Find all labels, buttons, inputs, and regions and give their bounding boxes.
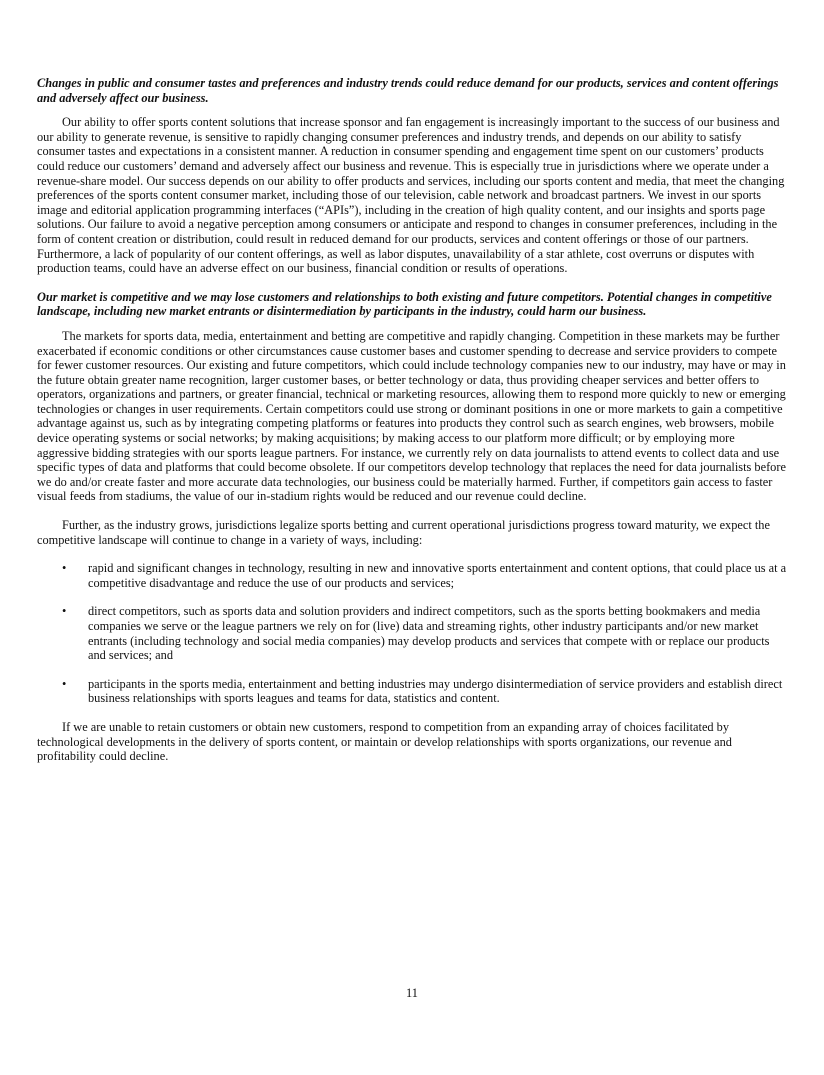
body-paragraph: The markets for sports data, media, entertainment and betting are competitive and rapidly changing. Competition in these markets may be further exacerbated if economic conditions or other circumstances cause customer bases and customer spending to decrease and service providers to compete for fewer customer resources. Our existing and future competitors, which could include technology companies new to our industry, may have or may in the future obtain greater name recognition, larger customer bases, or better technology or data, thus providing cheaper services and better offers to operators, organizations and partners, or greater financial, technical or marketing resources, allowing them to respond more quickly to new or emerging technologies or changes in user requirements. Certain competitors could use strong or dominant positions in one or more markets to gain a competitive advantage against us, such as by integrating competing platforms or features into products they control such as search engines, web browsers, mobile device operating systems or social networks; by making acquisitions; by making access to our platform more difficult; or by employing more aggressive bidding strategies with our sports league partners. For instance, we currently rely on data journalists to attend events to collect data and use specific types of data and platforms that could become obsolete. If our competitors develop technology that replaces the need for data journalists before we do and/or create faster and more accurate data technologies, our business could be materially harmed. Further, if competitors gain access to faster visual feeds from stadiums, the value of our in-stadium rights would be reduced and our revenue could decline. xyxy=(37,328,786,504)
section-heading: Our market is competitive and we may lose customers and relationships to both existing and future competitors. Potential changes in competitive landscape, including new market entrants or disintermediation by participants in the industry, could harm our business. xyxy=(37,289,772,319)
list-item xyxy=(37,677,787,706)
body-paragraph: Our ability to offer sports content solutions that increase sponsor and fan engagement is increasingly important to the success of our business and our ability to generate revenue, is sensitive to rapidly changing consumer preferences and industry trends, and depends on our ability to satisfy consumer tastes and expectations in a consistent manner. A reduction in consumer spending and engagement time spent on our customers’ products could reduce our customers’ demand and adversely affect our business and revenue. This is especially true in jurisdictions where we operate under a revenue-share model. Our success depends on our ability to offer products and services, including our sports content and media, that meet the changing preferences of the sports content consumer market, including those of our television, cable network and broadcast partners. We invest in our sports image and editorial application programming interfaces (“APIs”), including in the creation of high quality content, and our insights and sports page solutions. Our failure to avoid a negative perception among consumers or anticipate and respond to changes in consumer preferences, including in the form of content creation or distribution, could result in reduced demand for our products, services and content offerings or those of our partners. Furthermore, a lack of popularity of our content offerings, as well as labor disputes, unavailability of a star athlete, cost overruns or disputes with production teams, could have an adverse effect on our business, financial condition or results of operations. xyxy=(37,115,785,276)
list-item xyxy=(37,561,787,590)
bullet-icon: • xyxy=(62,676,67,691)
page-number: 11 xyxy=(406,986,418,1000)
bullet-icon: • xyxy=(62,604,67,619)
list-item-text: rapid and significant changes in technology, resulting in new and innovative sports entertainment and content options, that could place us at a competitive disadvantage and reduce the use of our products and services; xyxy=(88,561,787,590)
list-item xyxy=(37,604,787,662)
list-item-text: direct competitors, such as sports data and solution providers and indirect competitors, such as the sports betting bookmakers and media companies we serve or the league partners we rely on for (live) data and streaming rights, other industry participants and/or new market entrants (including technology and social media companies) may develop products and services that compete with or replace our products and services; and xyxy=(88,604,770,663)
body-paragraph: Further, as the industry grows, jurisdictions legalize sports betting and current operational jurisdictions progress toward maturity, we expect the competitive landscape will continue to change in a variety of ways, including: xyxy=(37,518,770,547)
bullet-list xyxy=(37,561,787,706)
closing-paragraph: If we are unable to retain customers or obtain new customers, respond to competition from an expanding array of choices facilitated by technological developments in the delivery of sports content, or maintain or develop relationships with sports organizations, our revenue and profitability could decline. xyxy=(37,719,732,764)
bullet-icon: • xyxy=(62,561,67,576)
risk-factor-competition xyxy=(37,290,787,764)
document-page xyxy=(37,76,787,778)
risk-factor-consumer-tastes xyxy=(37,76,787,276)
list-item-text: participants in the sports media, entertainment and betting industries may undergo disintermediation of service providers and establish direct business relationships with sports leagues and teams for data, statistics and content. xyxy=(88,676,783,706)
section-heading: Changes in public and consumer tastes and preferences and industry trends could reduce demand for our products, services and content offerings and adversely affect our business. xyxy=(37,76,779,105)
